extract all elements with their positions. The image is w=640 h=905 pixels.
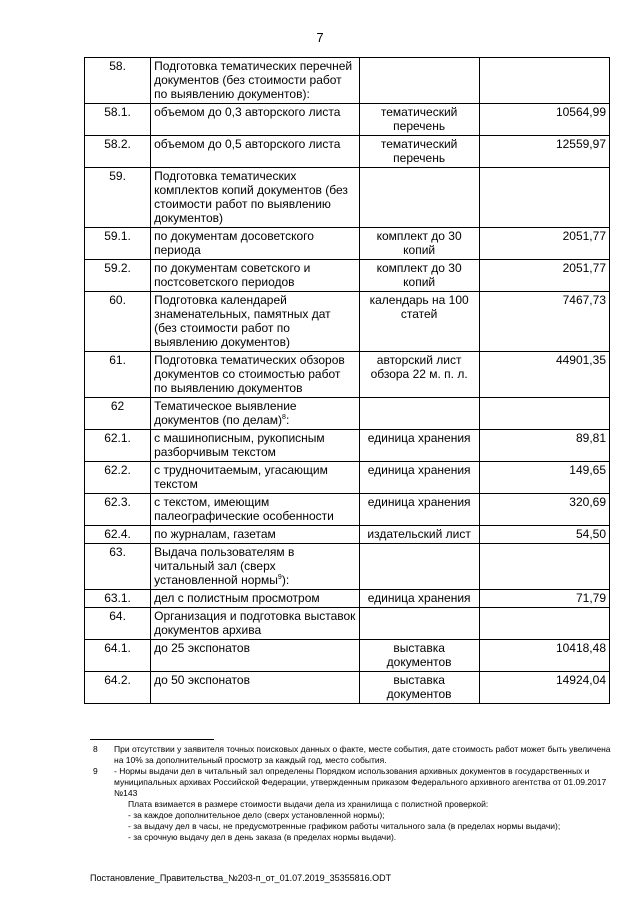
service-name: Организация и подготовка выставок документов архива [151,608,359,640]
table-row [85,352,610,398]
table-row [85,398,610,430]
footnote-separator [90,739,214,740]
table-row [85,672,610,704]
price-value: 2051,77 [479,260,609,292]
table-row [85,430,610,462]
service-name: с текстом, имеющим палеографические особенности [151,494,359,526]
footnote-8 [90,744,612,766]
table-row [85,462,610,494]
unit-of-measure: издательский лист [359,526,479,544]
price-value: 44901,35 [479,352,609,398]
row-number: 64.2. [85,672,151,704]
price-value: 12559,97 [479,136,609,168]
service-name-tail: : [285,413,290,427]
footnote-9-text: - Нормы выдачи дел в читальный зал определены Порядком использования архивных документов в государственных и муниципальных архивах Российской Федерации, утвержденным приказом Федерального архивного агентства от 01.09.2017 №143 [114,766,607,798]
service-name: Подготовка тематических перечней документов (без стоимости работ по выявлению документов): [151,58,359,104]
row-number: 62.2. [85,462,151,494]
row-number: 58.1. [85,104,151,136]
service-name: Подготовка календарей знаменательных, памятных дат (без стоимости работ по выявлению документов) [151,292,359,352]
price-value [479,168,609,228]
unit-of-measure: тематический перечень [359,104,479,136]
table-row [85,590,610,608]
table-row [85,260,610,292]
unit-of-measure [359,398,479,430]
unit-of-measure: календарь на 100 статей [359,292,479,352]
unit-of-measure [359,168,479,228]
row-number: 62.3. [85,494,151,526]
footnote-9-mark: 9 [93,766,98,776]
price-value: 14924,04 [479,672,609,704]
table-row [85,58,610,104]
row-number: 59. [85,168,151,228]
price-value [479,58,609,104]
row-number: 62.4. [85,526,151,544]
table-row [85,494,610,526]
service-name: с машинописным, рукописным разборчивым текстом [151,430,359,462]
row-number: 58. [85,58,151,104]
service-name [151,398,359,430]
price-value: 89,81 [479,430,609,462]
price-value: 10564,99 [479,104,609,136]
footnote-9-sub: Плата взимается в размере стоимости выдачи дела из хранилища с полистной проверкой: [128,799,489,809]
row-number: 59.1. [85,228,151,260]
row-number: 60. [85,292,151,352]
unit-of-measure [359,544,479,590]
price-value [479,608,609,640]
table-row [85,608,610,640]
table-row [85,104,610,136]
service-name: объемом до 0,5 авторского листа [151,136,359,168]
unit-of-measure: тематический перечень [359,136,479,168]
service-name: по журналам, газетам [151,526,359,544]
table-row [85,228,610,260]
service-name-text: Выдача пользователям в читальный зал (сверх установленной нормы [154,545,295,587]
row-number: 62 [85,398,151,430]
service-name-tail: ): [281,573,290,587]
price-value: 149,65 [479,462,609,494]
service-name: по документам советского и постсоветского периодов [151,260,359,292]
service-name: с трудночитаемым, угасающим текстом [151,462,359,494]
service-name: по документам досоветского периода [151,228,359,260]
unit-of-measure [359,608,479,640]
row-number: 62.1. [85,430,151,462]
price-value: 7467,73 [479,292,609,352]
footnote-9-item: - за каждое дополнительное дело (сверх установленной нормы); [128,810,385,820]
footnote-8-text: При отсутствии у заявителя точных поисковых данных о факте, месте события, дате стоимость работ может быть увеличена на 10% за дополнительный просмотр за каждый год, место события. [114,744,611,765]
service-name: Подготовка тематических комплектов копий документов (без стоимости работ по выявлению документов) [151,168,359,228]
unit-of-measure: единица хранения [359,590,479,608]
row-number: 64. [85,608,151,640]
service-name: Подготовка тематических обзоров документов со стоимостью работ по выявлению документов [151,352,359,398]
footnote-9 [90,766,612,799]
price-value: 320,69 [479,494,609,526]
unit-of-measure: единица хранения [359,430,479,462]
unit-of-measure: единица хранения [359,462,479,494]
table-row [85,526,610,544]
unit-of-measure: выставка документов [359,640,479,672]
price-table [84,57,610,704]
footnote-ref: 8 [282,414,286,421]
service-name: до 25 экспонатов [151,640,359,672]
service-name [151,544,359,590]
row-number: 59.2. [85,260,151,292]
price-value: 2051,77 [479,228,609,260]
footnote-8-mark: 8 [93,744,98,754]
price-table-body [85,58,610,704]
unit-of-measure: выставка документов [359,672,479,704]
price-value: 10418,48 [479,640,609,672]
table-row [85,292,610,352]
row-number: 61. [85,352,151,398]
unit-of-measure: комплект до 30 копий [359,228,479,260]
unit-of-measure: единица хранения [359,494,479,526]
unit-of-measure [359,58,479,104]
unit-of-measure: авторский лист обзора 22 м. п. л. [359,352,479,398]
page-number: 7 [316,30,324,45]
footer-filename: Постановление_Правительства_№203-п_от_01.07.2019_35355816.ODT [90,873,392,883]
service-name-text: Тематическое выявление документов (по делам) [154,399,297,427]
row-number: 64.1. [85,640,151,672]
table-row [85,544,610,590]
service-name: объемом до 0,3 авторского листа [151,104,359,136]
footnote-9-item: - за выдачу дел в часы, не предусмотренные графиком работы читального зала (в пределах нормы выдачи); [128,821,561,831]
row-number: 63.1. [85,590,151,608]
price-value [479,544,609,590]
footnotes [90,744,612,843]
table-row [85,168,610,228]
unit-of-measure: комплект до 30 копий [359,260,479,292]
footnote-ref: 9 [277,574,282,581]
price-value: 71,79 [479,590,609,608]
price-value [479,398,609,430]
row-number: 58.2. [85,136,151,168]
table-row [85,640,610,672]
price-value: 54,50 [479,526,609,544]
service-name: дел с полистным просмотром [151,590,359,608]
footnote-9-item: - за срочную выдачу дел в день заказа (в пределах нормы выдачи). [128,832,397,842]
service-name: до 50 экспонатов [151,672,359,704]
row-number: 63. [85,544,151,590]
table-row [85,136,610,168]
